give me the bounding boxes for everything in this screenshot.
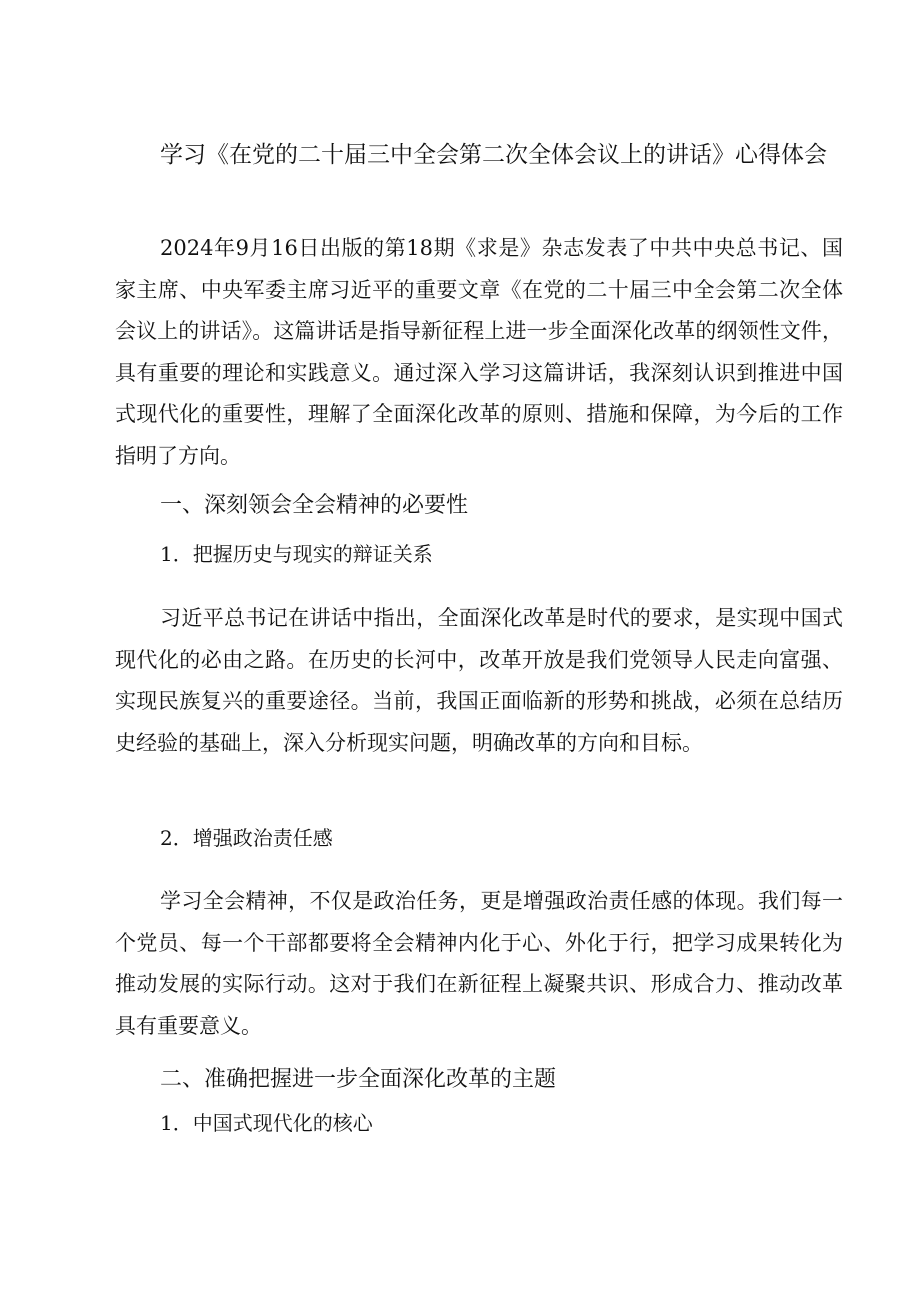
section-2-heading: 二、准确把握进一步全面深化改革的主题 (160, 1067, 557, 1092)
section-1-1-heading: 1．把握历史与现实的辩证关系 (160, 542, 433, 566)
intro-paragraph: 2024年9月16日出版的第18期《求是》杂志发表了中共中央总书记、国家主席、中央军委主席习近平的重要文章《在党的二十届三中全会第二次全体会议上的讲话》。这篇讲话是指导新征程上进一步全面深化改革的纲领性文件，具有重要的理论和实践意义。通过深入学习这篇讲话，我深刻认识到推进中国式现代化的重要性，理解了全面深化改革的原则、措施和保障，为今后的工作指明了方向。 (115, 236, 843, 468)
section-2-1-heading: 1．中国式现代化的核心 (160, 1111, 373, 1135)
document-title: 学习《在党的二十届三中全会第二次全体会议上的讲话》心得体会 (160, 142, 827, 168)
section-1-2-heading: 2．增强政治责任感 (160, 826, 333, 850)
section-1-1-body: 习近平总书记在讲话中指出，全面深化改革是时代的要求，是实现中国式现代化的必由之路。在历史的长河中，改革开放是我们党领导人民走向富强、实现民族复兴的重要途径。当前，我国正面临新的形势和挑战，必须在总结历史经验的基础上，深入分析现实问题，明确改革的方向和目标。 (115, 606, 843, 755)
section-1-heading: 一、深刻领会全会精神的必要性 (160, 493, 469, 518)
section-1-2-body: 学习全会精神，不仅是政治任务，更是增强政治责任感的体现。我们每一个党员、每一个干部都要将全会精神内化于心、外化于行，把学习成果转化为推动发展的实际行动。这对于我们在新征程上凝聚共识、形成合力、推动改革具有重要意义。 (115, 889, 843, 1038)
